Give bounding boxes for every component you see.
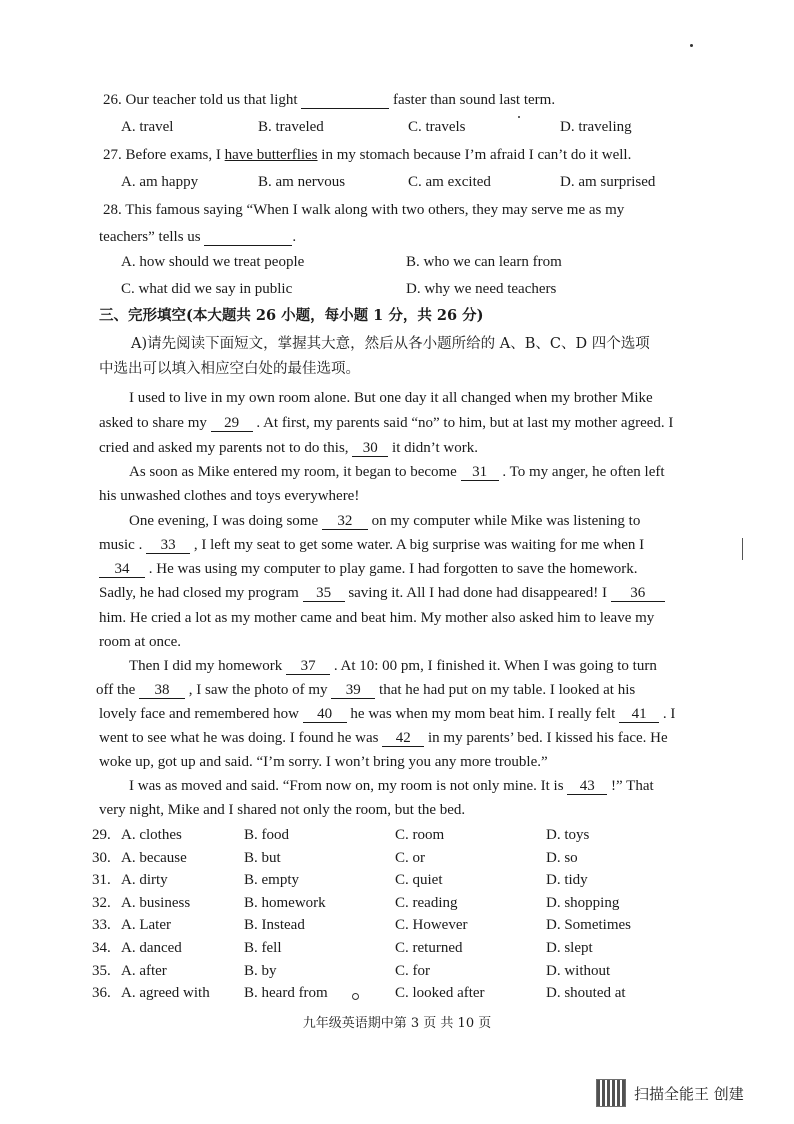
scan-speck [352,993,359,1000]
passage-line: I was as moved and said. “From now on, my room is not only mine. It is 43 !” That [129,778,654,794]
question-number: 33. [92,917,111,934]
q26-option-d: D. traveling [560,119,632,135]
q28-option-c: C. what did we say in public [121,281,293,297]
blank-43: 43 [567,778,607,795]
option-c: C. quiet [395,872,443,889]
scan-speck [690,44,693,47]
option-b: B. by [244,962,277,979]
option-c: C. reading [395,894,458,911]
option-c: C. However [395,917,468,934]
passage-line: 34 . He was using my computer to play game. I had forgotten to save the homework. [99,559,638,579]
passage-line: As soon as Mike entered my room, it began to become 31 . To my anger, he often left [129,464,665,480]
q27-option-b: B. am nervous [258,174,346,190]
option-d: D. shouted at [546,985,626,1002]
blank-38: 38 [139,682,185,699]
option-b: B. Instead [244,917,305,934]
blank-32: 32 [322,513,368,530]
q27-option-d: D. am surprised [560,174,656,190]
option-c: C. room [395,827,445,843]
passage-line: room at once. [99,634,182,650]
q27-stem: 27. Before exams, I have butterflies in my stomach because I’m afraid I can’t do it well. [103,147,632,163]
blank-37: 37 [286,658,330,675]
option-b: B. but [244,849,281,866]
option-d: D. toys [546,827,590,843]
q26-option-b: B. traveled [258,119,324,135]
section-instruction-line1: A)请先阅读下面短文，掌握其大意，然后从各小题所给的 A、B、C、D 四个选项 [131,336,650,352]
passage-line: cried and asked my parents not to do this, 30 it didn’t work. [99,440,479,456]
section-title: 三、完形填空(本大题共 26 小题，每小题 1 分，共 26 分) [99,307,484,324]
option-d: D. tidy [546,872,588,889]
passage-line: asked to share my 29 . At first, my parents said “no” to him, but at last my mother agreed. I [99,415,674,431]
option-d: D. slept [546,940,593,956]
section-instruction-line2: 中选出可以填入相应空白处的最佳选项。 [99,361,360,377]
passage-line: I used to live in my own room alone. But one day it all changed when my brother Mike [129,390,653,406]
passage-line: him. He cried a lot as my mother came and beat him. My mother also asked him to leave my [99,610,655,626]
question-number: 32. [92,894,111,911]
options-table [92,824,712,1006]
option-a: A. danced [121,940,182,956]
option-c: C. returned [395,940,463,956]
option-d: D. so [546,849,578,866]
passage-line: his unwashed clothes and toys everywhere! [99,488,360,504]
passage-line: One evening, I was doing some 32 on my computer while Mike was listening to [129,513,641,529]
question-number: 29. [92,827,111,843]
page-footer: 九年级英语期中第 3 页 共 10 页 [302,1016,492,1031]
passage-line: woke up, got up and said. “I’m sorry. I won’t bring you any more trouble.” [99,754,548,770]
question-number: 34. [92,940,111,956]
q28-option-b: B. who we can learn from [406,254,562,270]
option-c: C. for [395,962,430,979]
question-number: 36. [92,985,111,1002]
option-b: B. heard from [244,985,328,1002]
option-b: B. empty [244,872,299,889]
passage-line: very night, Mike and I shared not only the room, but the bed. [99,802,466,818]
q28-stem-line2: teachers” tells us . [99,229,297,245]
blank-41: 41 [619,706,659,723]
blank-39: 39 [331,682,375,699]
option-a: A. agreed with [121,985,210,1002]
q28-option-a: A. how should we treat people [121,254,305,270]
blank-34: 34 [99,561,145,578]
blank-30: 30 [352,440,388,457]
blank-31: 31 [461,464,499,481]
option-a: A. Later [121,917,171,934]
q26-blank [301,92,389,109]
passage-line: off the 38 , I saw the photo of my 39 that he had put on my table. I looked at his [96,682,636,698]
option-a: A. business [121,894,191,911]
option-c: C. or [395,849,425,866]
q28-option-d: D. why we need teachers [406,281,557,297]
scan-mark [742,538,743,560]
q26-option-c: C. travels [408,119,466,135]
blank-33: 33 [146,537,190,554]
question-number: 35. [92,962,111,979]
blank-40: 40 [303,706,347,723]
blank-42: 42 [382,730,424,747]
q27-underlined-phrase: have butterflies [224,147,318,163]
question-number: 31. [92,872,111,889]
passage-line: music . 33 , I left my seat to get some water. A big surprise was waiting for me when I [99,537,645,553]
q26-stem: 26. Our teacher told us that light faster than sound last term. [103,92,556,108]
option-d: D. shopping [546,894,620,911]
scan-speck [518,116,520,118]
q28-stem-line1: 28. This famous saying “When I walk along with two others, they may serve me as my [103,202,625,218]
qr-code-icon [596,1079,626,1107]
scanner-watermark [596,1080,744,1106]
passage-line: went to see what he was doing. I found he was 42 in my parents’ bed. I kissed his face. He [99,730,668,746]
passage-line: lovely face and remembered how 40 he was when my mom beat him. I really felt 41 . I [99,706,676,722]
option-d: D. Sometimes [546,917,631,934]
watermark-text: 扫描全能王 创建 [634,1084,744,1103]
option-a: A. after [121,962,167,979]
blank-29: 29 [211,415,253,432]
question-number: 30. [92,849,111,866]
q27-option-a: A. am happy [121,174,199,190]
blank-35: 35 [303,585,345,602]
q28-blank [204,229,292,246]
option-a: A. clothes [121,827,182,843]
option-a: A. dirty [121,872,168,889]
option-c: C. looked after [395,985,485,1002]
passage-line: Then I did my homework 37 . At 10: 00 pm, I finished it. When I was going to turn [129,658,657,674]
q27-option-c: C. am excited [408,174,491,190]
q26-option-a: A. travel [121,119,174,135]
option-b: B. homework [244,894,326,911]
option-a: A. because [121,849,187,866]
blank-36: 36 [611,585,665,602]
option-b: B. fell [244,940,282,956]
option-b: B. food [244,827,289,843]
option-d: D. without [546,962,611,979]
passage-line: Sadly, he had closed my program 35 saving it. All I had done had disappeared! I 36 [99,583,665,603]
